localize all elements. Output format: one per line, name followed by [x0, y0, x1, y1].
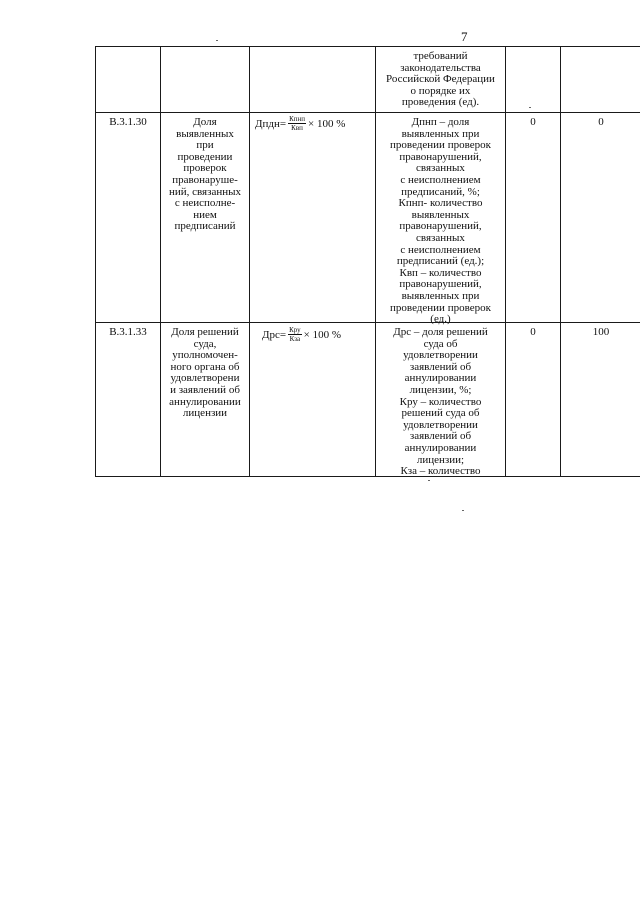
indicator-value-2: 100	[592, 326, 610, 338]
scan-speck	[428, 480, 430, 481]
formula-numerator: Кру	[289, 326, 301, 334]
indicator-value-2: 0	[598, 116, 604, 128]
formula-fraction	[288, 326, 302, 343]
formula-lhs: Дпдн=	[255, 117, 287, 130]
column-divider	[95, 46, 96, 477]
formula	[262, 326, 341, 343]
formula-fraction	[288, 115, 306, 132]
indicator-value-1: 0	[530, 116, 536, 128]
column-divider	[160, 46, 161, 477]
column-divider	[560, 46, 561, 477]
column-divider	[375, 46, 376, 477]
formula-rhs: × 100 %	[308, 117, 346, 130]
indicator-definition: Дпнп – доля выявленных при проведении проверок правонарушений, связанных с неисполнением предписаний, %; Кпнп- количество выявленных правонарушений, связанных с неисполнением предписаний (ед.); Квп – количество правонарушений, выявленных при проведении проверок (ед.)	[390, 116, 491, 326]
row-divider	[95, 112, 640, 113]
scan-speck	[529, 107, 531, 108]
table-top-border	[95, 46, 640, 47]
row-divider	[95, 322, 640, 323]
scan-speck	[216, 40, 218, 41]
formula	[255, 115, 345, 132]
scan-speck	[462, 510, 464, 511]
indicator-name: Доля выявленных при проведении проверок правонаруше- ний, связанных с неисполне- нием предписаний	[168, 116, 242, 233]
row-code: В.3.1.33	[109, 326, 147, 338]
prev-row-definition: требований законодательства Российской Федерации о порядке их проведения (ед).	[386, 50, 495, 109]
formula-denominator: Квп	[291, 124, 303, 132]
formula-rhs: × 100 %	[303, 328, 342, 341]
column-divider	[505, 46, 506, 477]
indicator-definition: Дрс – доля решений суда об удовлетворении заявлений об аннулировании лицензии, %; Кру – количество решений суда об удовлетворении заявлений об аннулировании лицензии; Кза – количество	[393, 326, 488, 478]
page-number: 7	[461, 29, 468, 44]
row-code: В.3.1.30	[109, 116, 147, 128]
indicator-value-1: 0	[530, 326, 536, 338]
formula-denominator: Кза	[289, 335, 301, 343]
formula-numerator: Кпнп	[289, 115, 305, 123]
indicator-name: Доля решений суда, уполномочен- ного органа об удовлетворени и заявлений об аннулировании лицензии	[169, 326, 241, 420]
formula-lhs: Дрс=	[262, 328, 287, 341]
table-bottom-border	[95, 476, 640, 477]
column-divider	[249, 46, 250, 477]
